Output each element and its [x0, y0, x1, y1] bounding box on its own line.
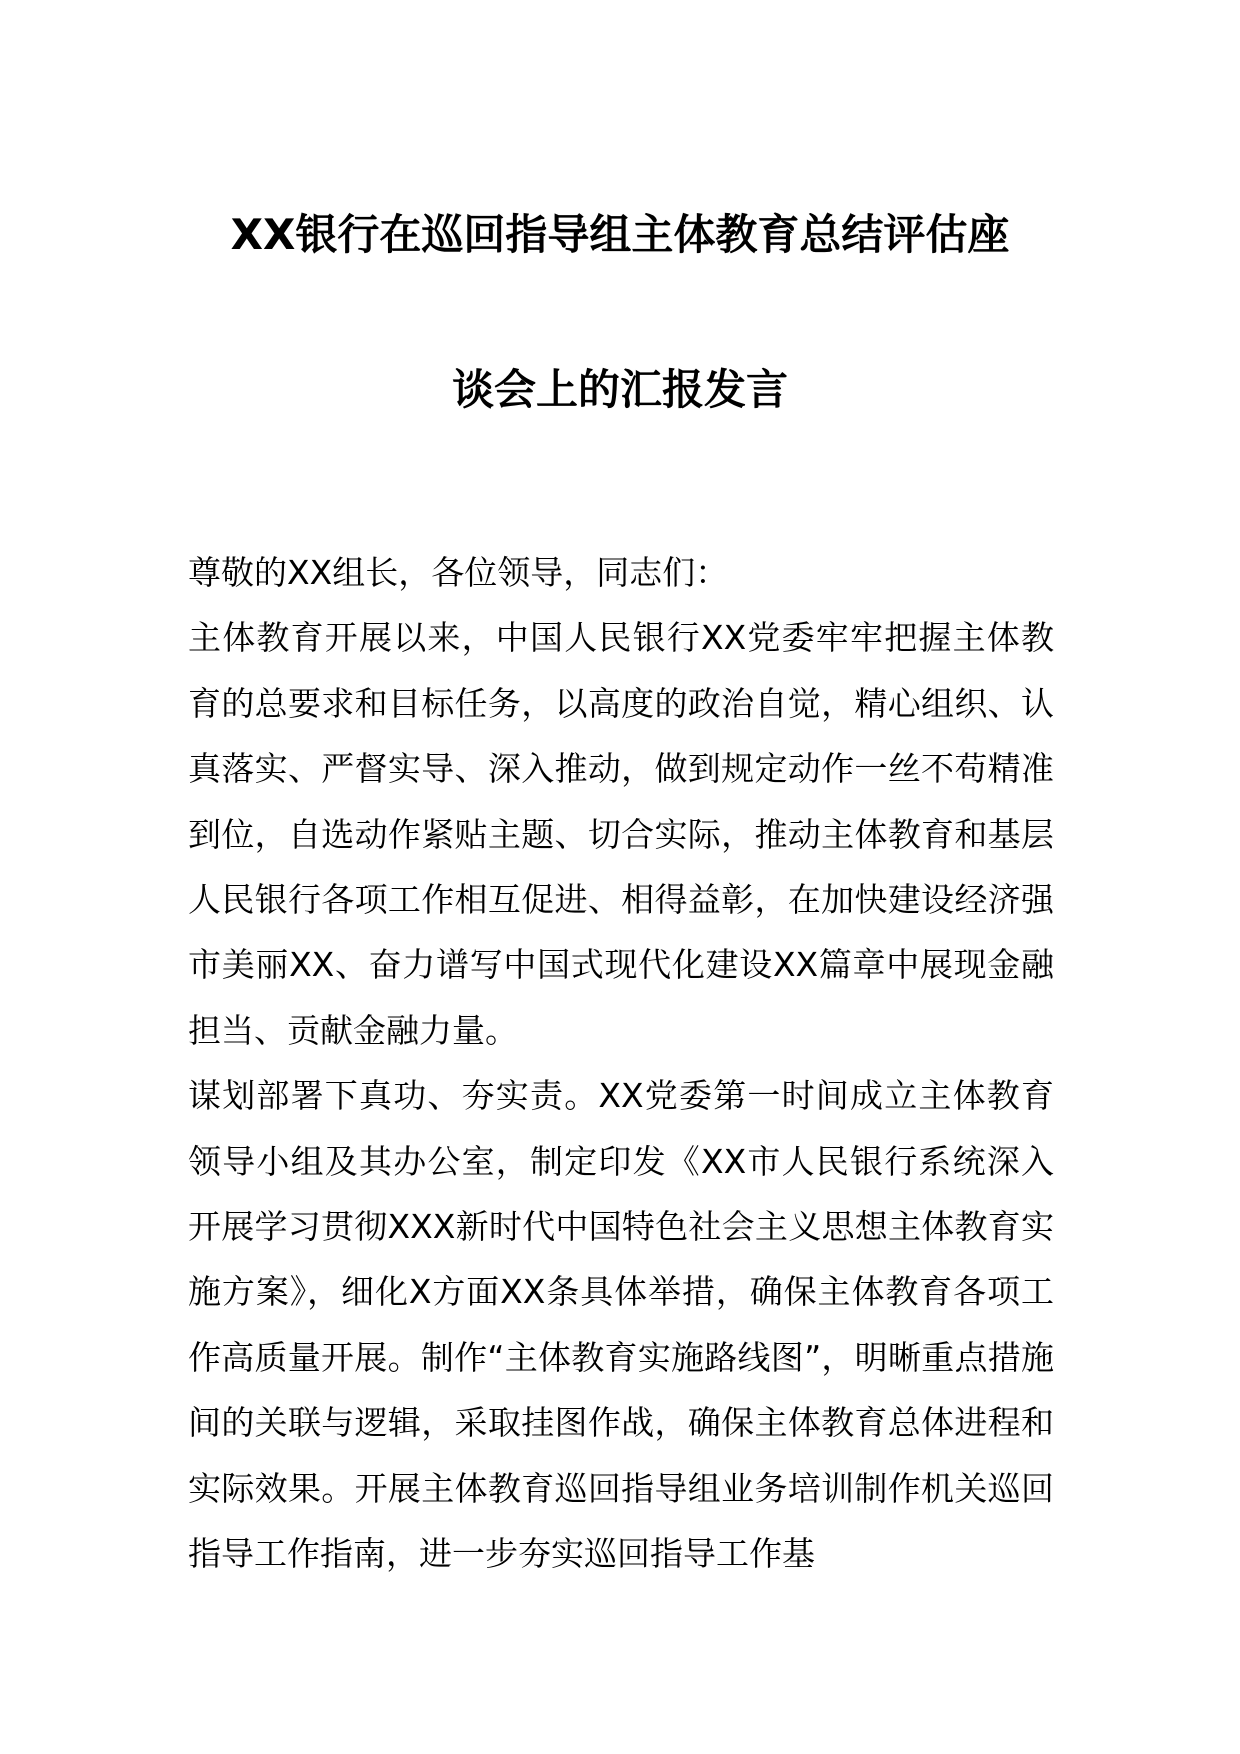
- salutation: 尊敬的XX组长，各位领导，同志们：: [188, 553, 729, 592]
- body-paragraph-1: 主体教育开展以来，中国人民银行XX党委牢牢把握主体教育的总要求和目标任务，以高度的政治自觉，精心组织、认真落实、严督实导、深入推动，做到规定动作一丝不苟精准到位，自选动作紧贴主题、切合实际，推动主体教育和基层人民银行各项工作相互促进、相得益彰，在加快建设经济强市美丽XX、奋力谱写中国式现代化建设XX篇章中展现金融担当、贡献金融力量。: [188, 618, 1054, 1050]
- body-paragraph-2: 谋划部署下真功、夯实责。XX党委第一时间成立主体教育领导小组及其办公室，制定印发《XX市人民银行系统深入开展学习贯彻XXX新时代中国特色社会主义思想主体教育实施方案》，细化X方面XX条具体举措，确保主体教育各项工作高质量开展。制作“主体教育实施路线图”，明晰重点措施间的关联与逻辑，采取挂图作战，确保主体教育总体进程和实际效果。开展主体教育巡回指导组业务培训制作机关巡回指导工作指南，进一步夯实巡回指导工作基: [188, 1076, 1054, 1574]
- document-title-line-2: 谈会上的汇报发言: [451, 365, 788, 414]
- document-body: [188, 540, 1054, 1587]
- document-title-line-1: XX银行在巡回指导组主体教育总结评估座: [230, 210, 1010, 259]
